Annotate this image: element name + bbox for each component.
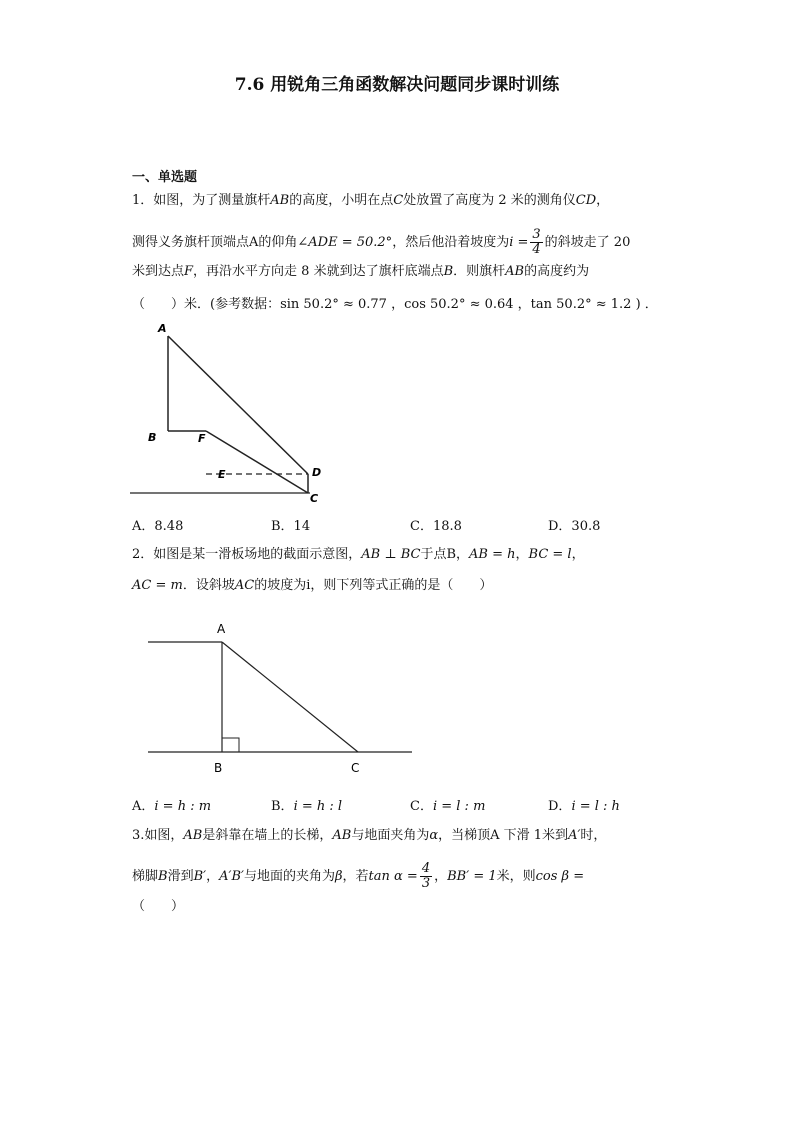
q1-figure bbox=[130, 318, 330, 508]
q1-slope-fraction: $\frac{3}{4}$ bbox=[532, 227, 541, 257]
q2-option-d[interactable]: D．i = l : h bbox=[548, 799, 620, 814]
q1-label-f: F bbox=[198, 432, 206, 445]
q1-option-a[interactable]: A．8.48 bbox=[132, 519, 184, 534]
q1-label-a: A bbox=[158, 322, 167, 335]
q1-label-b: B bbox=[148, 431, 157, 444]
q2-label-b: B bbox=[214, 761, 223, 775]
q1-line-3: 米到达点F，再沿水平方向走 8 米就到达了旗杆底端点B．则旗杆AB的高度约为 bbox=[132, 264, 590, 279]
q1-option-c[interactable]: C．18.8 bbox=[410, 519, 462, 534]
q1-line-1: 1．如图，为了测量旗杆AB的高度，小明在点C处放置了高度为 2 米的测角仪CD， bbox=[132, 193, 610, 208]
q1-label-c: C bbox=[310, 492, 319, 505]
page-title: 7.6 用锐角三角函数解决问题同步课时训练 bbox=[234, 75, 560, 95]
section-heading: 一、单选题 bbox=[132, 170, 198, 185]
q3-line-2: 梯脚B滑到B′，A′B′与地面的夹角为β，若tan α = $\frac{4}{3}$ ，BB′ = 1米，则cos β = bbox=[132, 861, 585, 891]
q1-option-d[interactable]: D．30.8 bbox=[548, 519, 601, 534]
q2-label-c: C bbox=[351, 761, 360, 775]
q1-label-e: E bbox=[218, 468, 226, 481]
q1-line-4: （ ）米．(参考数据：sin 50.2° ≈ 0.77 ，cos 50.2° ≈ 0.64 ，tan 50.2° ≈ 1.2 ) ． bbox=[132, 297, 658, 312]
q2-option-a[interactable]: A．i = h : m bbox=[132, 799, 212, 814]
q3-line-1: 3.如图，AB是斜靠在墙上的长梯，AB与地面夹角为α，当梯顶A 下滑 1米到A′时， bbox=[132, 828, 607, 843]
q2-figure bbox=[140, 615, 420, 780]
q1-line-2: 测得义务旗杆顶端点A的仰角∠ADE = 50.2°，然后他沿着坡度为i = $\frac{3}{4}$ 的斜坡走了 20 bbox=[132, 227, 631, 257]
q2-line-2: AC = m．设斜坡AC的坡度为i，则下列等式正确的是（ ） bbox=[132, 578, 493, 593]
q2-option-c[interactable]: C．i = l : m bbox=[410, 799, 486, 814]
q1-option-b[interactable]: B．14 bbox=[271, 519, 311, 534]
q2-line-1: 2．如图是某一滑板场地的截面示意图，AB ⊥ BC于点B，AB = h，BC = l， bbox=[132, 547, 585, 562]
q3-tan-fraction: $\frac{4}{3}$ bbox=[421, 861, 431, 891]
q2-label-a: A bbox=[217, 622, 226, 636]
q2-option-b[interactable]: B．i = h : l bbox=[271, 799, 343, 814]
q1-label-d: D bbox=[312, 466, 322, 479]
q3-line-3: （ ） bbox=[132, 899, 185, 914]
